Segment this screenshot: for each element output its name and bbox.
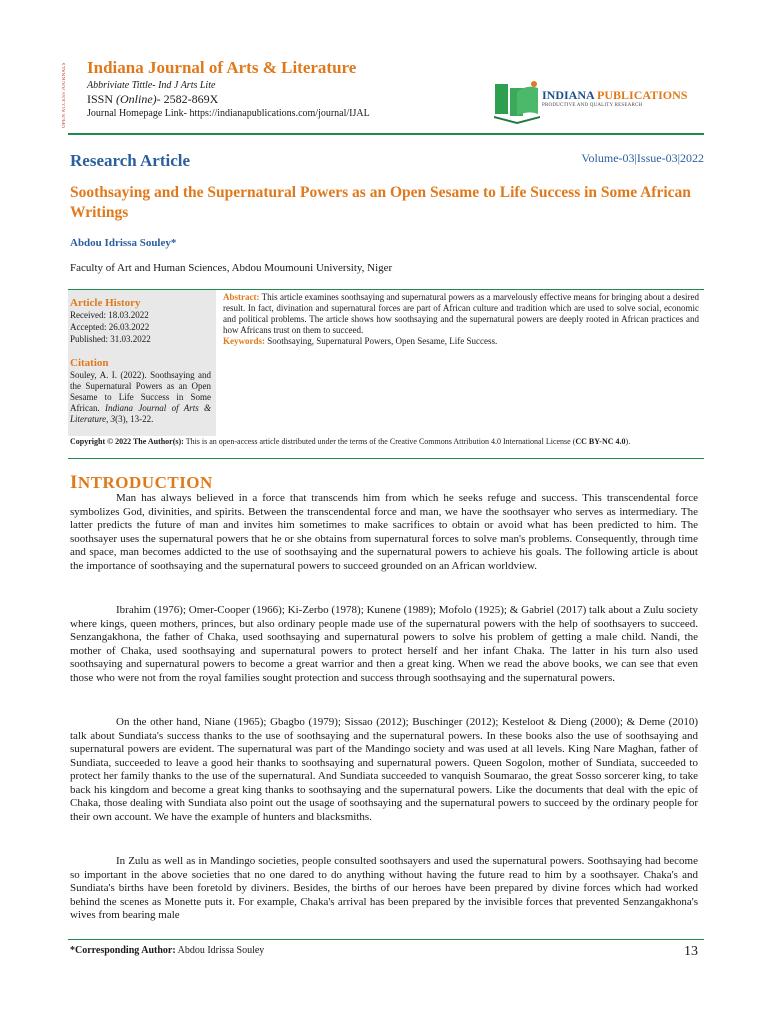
publisher-tagline: PRODUCTIVE AND QUALITY RESEARCH [542,103,643,108]
article-type: Research Article [70,151,191,170]
footer-divider [68,939,704,940]
publisher-name-1: INDIANA [542,88,595,102]
corresponding-author-label: *Corresponding Author: [70,945,176,956]
article-history-heading: Article History [70,297,141,309]
citation-text-1: Souley, A. I. (2022). Soothsaying and the Supernatural Powers as an Open Sesame to Life Success in Some African. [70,370,211,413]
accepted-date: Accepted: 26.03.2022 [70,322,150,332]
license-link[interactable]: CC BY-NC 4.0 [575,437,626,446]
citation-text [70,370,211,425]
intro-paragraph-3: On the other hand, Niane (1965); Gbagbo (1979); Sissao (2012); Buschinger (2012); Kesteloot & Dieng (2000); & Deme (2010) talk about Sundiata's success thanks to the use of soothsaying and the supernatural powers. In these books also the use of soothsaying and supernatural powers are evident. The supernatural was part of the Mandingo society and was used at all levels. King Nare Maghan, father of Sundiata, succeeded to leave a good heir thanks to soothsaying and supernatural powers. Queen Sogolon, mother of Sundiata, succeeded to protect her family thanks to the use of the supernatural. And Sundiata succeeded to vanquish Soumarao, the great Sosso sorcerer king, to take back his kingdom and become a great king thanks to soothsaying and the supernatural powers. Like the documents that deal with the epic of Chaka, those dealing with Sundiata also point out the usage of soothsaying and the supernatural powers to succeed by the ordinary people for their own account. We have the example of hunters and blacksmiths. [70,716,698,823]
issn-number: - 2582-869X [156,92,219,106]
published-date: Published: 31.03.2022 [70,334,151,344]
abstract-text: This article examines soothsaying and supernatural powers as a marvelously effective means for bringing about a desired result. In fact, divination and supernatural forces are part of African culture and tradition which are used to solve social, economic and political problems. The article shows how soothsaying and the supernatural powers are deeply rooted in African practices and how Africans trust on them to succeed. [223,292,699,335]
intro-paragraph-1: Man has always believed in a force that transcends him from which he seeks refuge and success. This transcendental force symbolizes God, divinities, and spirits. Between the transcendental force and man, we have the soothsayer who serves as intermediary. The latter predicts the future of man and invites him sometimes to make sacrifices to obtain or avoid what has been predicted to him. The soothsayer uses the supernatural powers that he or she obtains from supernatural forces to solve man's problems. Consequently, through time and space, man becomes addicted to the use of soothsaying and the supernatural powers to achieve his goals. The following article is about the importance of soothsaying and the supernatural powers to succeed grounded on an African worldview. [70,492,698,572]
issn-prefix: ISSN [87,92,117,106]
issn [87,92,218,107]
author-affiliation: Faculty of Art and Human Sciences, Abdou Moumouni University, Niger [70,262,393,274]
publisher-name-2: PUBLICATIONS [597,88,688,102]
journal-homepage-link[interactable]: Journal Homepage Link- https://indianapublications.com/journal/IJAL [87,108,370,119]
introduction-heading-initial: I [70,472,78,493]
intro-paragraph-4: In Zulu as well as in Mandingo societies, people consulted soothsayers and used the supernatural powers. Soothsaying had become so important in the above societies that no one dared to do anything without having the future read to him by a soothsayer. Chaka's and Sundiata's births have been foretold by diviners. Besides, the births of our heroes have been prepared by divine forces which had worked behind the scenes as Monette puts it. For example, Chaka's arrival has been prepared by the invisible forces that prevented Senzangakhona's wives from bearing male [70,855,698,921]
introduction-heading [70,472,213,494]
journal-abbreviation: Abbriviate Tittle- Ind J Arts Lite [87,80,216,91]
abstract-block [223,292,699,347]
keywords-text: Soothsaying, Supernatural Powers, Open Sesame, Life Success. [265,336,498,346]
citation-journal: Indiana Journal of Arts & Literature, 3 [70,403,212,424]
introduction-heading-rest: NTRODUCTION [77,473,213,492]
journal-title[interactable]: Indiana Journal of Arts & Literature [87,58,357,77]
paper-title: Soothsaying and the Supernatural Powers as an Open Sesame to Life Success in Some African Writings [70,184,691,221]
volume-issue: Volume-03|Issue-03|2022 [581,151,704,165]
publisher-name [542,88,687,103]
open-access-label: OPEN ACCESS JOURNALS [62,62,67,128]
corresponding-author [70,945,264,956]
copyright-end: ). [625,437,631,446]
received-date: Received: 18.03.2022 [70,310,149,320]
author-name[interactable]: Abdou Idrissa Souley* [70,237,177,249]
copyright-notice [70,437,704,446]
publisher-logo [492,78,702,124]
abstract-label: Abstract: [223,292,260,302]
citation-text-2: (3), 13-22. [115,414,154,424]
header-divider [68,133,704,135]
copyright-label: Copyright © 2022 The Author(s): [70,437,184,446]
issn-online: (Online) [116,92,157,106]
info-box-bottom-divider [68,458,704,459]
corresponding-author-name: Abdou Idrissa Souley [175,945,265,956]
copyright-text: This is an open-access article distributed under the terms of the Creative Commons Attribution 4.0 International License ( [183,437,576,446]
page-number: 13 [684,944,698,959]
citation-heading: Citation [70,357,109,369]
keywords-label: Keywords: [223,336,265,346]
intro-paragraph-2: Ibrahim (1976); Omer-Cooper (1966); Ki-Zerbo (1978); Kunene (1989); Mofolo (1925); & Gabriel (2017) talk about a Zulu society where kings, queen mothers, princes, but also ordinary people made use of the supernatural powers with the help of soothsayers to succeed. Senzangakhona, the father of Chaka, used soothsaying and supernatural powers to solve his problem of getting a male child. Nandi, the mother of Chaka, used soothsaying and supernatural powers to protect herself and her infant Chaka. The latter in his turn also used soothsaying and supernatural powers to become a great warrior and then a great king. When we read the above books, we can see that even those who were not from the royal families sought protection and success through soothsaying and the supernatural powers. [70,604,698,684]
